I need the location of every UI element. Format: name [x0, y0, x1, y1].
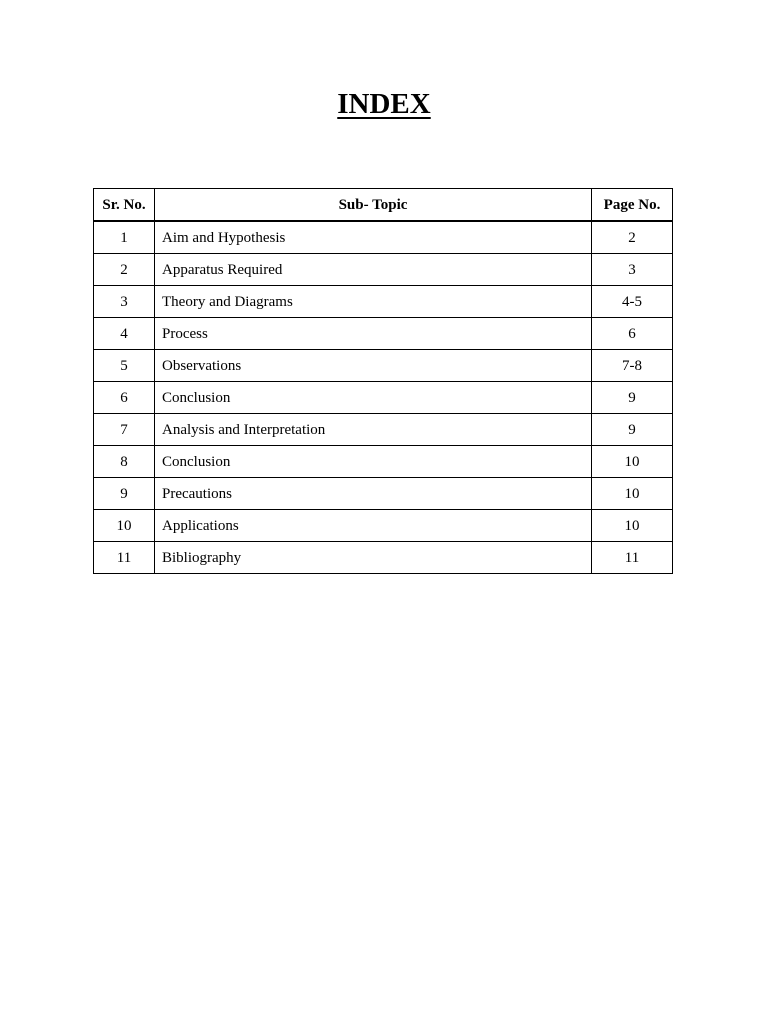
row-sr-no: 7 [94, 414, 155, 446]
table-row [94, 350, 673, 382]
table-row [94, 510, 673, 542]
row-sr-no: 2 [94, 254, 155, 286]
header-page-no: Page No. [592, 189, 673, 222]
table-row [94, 318, 673, 350]
row-sr-no: 9 [94, 478, 155, 510]
table-row [94, 542, 673, 574]
table-row [94, 254, 673, 286]
row-sr-no: 6 [94, 382, 155, 414]
row-sr-no: 5 [94, 350, 155, 382]
row-page-no: 11 [592, 542, 673, 574]
row-sr-no: 4 [94, 318, 155, 350]
row-sr-no: 11 [94, 542, 155, 574]
row-topic: Process [155, 318, 592, 350]
table-row [94, 221, 673, 254]
index-table [93, 188, 673, 574]
table-row [94, 382, 673, 414]
row-page-no: 10 [592, 510, 673, 542]
header-sr-no: Sr. No. [94, 189, 155, 222]
row-sr-no: 3 [94, 286, 155, 318]
header-sub-topic: Sub- Topic [155, 189, 592, 222]
row-page-no: 9 [592, 414, 673, 446]
row-page-no: 4-5 [592, 286, 673, 318]
row-page-no: 6 [592, 318, 673, 350]
row-sr-no: 10 [94, 510, 155, 542]
table-row [94, 414, 673, 446]
row-page-no: 10 [592, 478, 673, 510]
row-topic: Conclusion [155, 382, 592, 414]
row-topic: Theory and Diagrams [155, 286, 592, 318]
row-topic: Precautions [155, 478, 592, 510]
table-body [94, 221, 673, 574]
row-page-no: 10 [592, 446, 673, 478]
row-topic: Apparatus Required [155, 254, 592, 286]
page-title: INDEX [337, 88, 431, 120]
row-topic: Observations [155, 350, 592, 382]
row-page-no: 9 [592, 382, 673, 414]
table-row [94, 286, 673, 318]
table-header-row [94, 189, 673, 222]
row-topic: Aim and Hypothesis [155, 221, 592, 254]
row-topic: Bibliography [155, 542, 592, 574]
row-page-no: 7-8 [592, 350, 673, 382]
table-row [94, 478, 673, 510]
row-page-no: 3 [592, 254, 673, 286]
row-sr-no: 1 [94, 221, 155, 254]
row-topic: Analysis and Interpretation [155, 414, 592, 446]
row-topic: Applications [155, 510, 592, 542]
row-topic: Conclusion [155, 446, 592, 478]
row-page-no: 2 [592, 221, 673, 254]
table-row [94, 446, 673, 478]
row-sr-no: 8 [94, 446, 155, 478]
